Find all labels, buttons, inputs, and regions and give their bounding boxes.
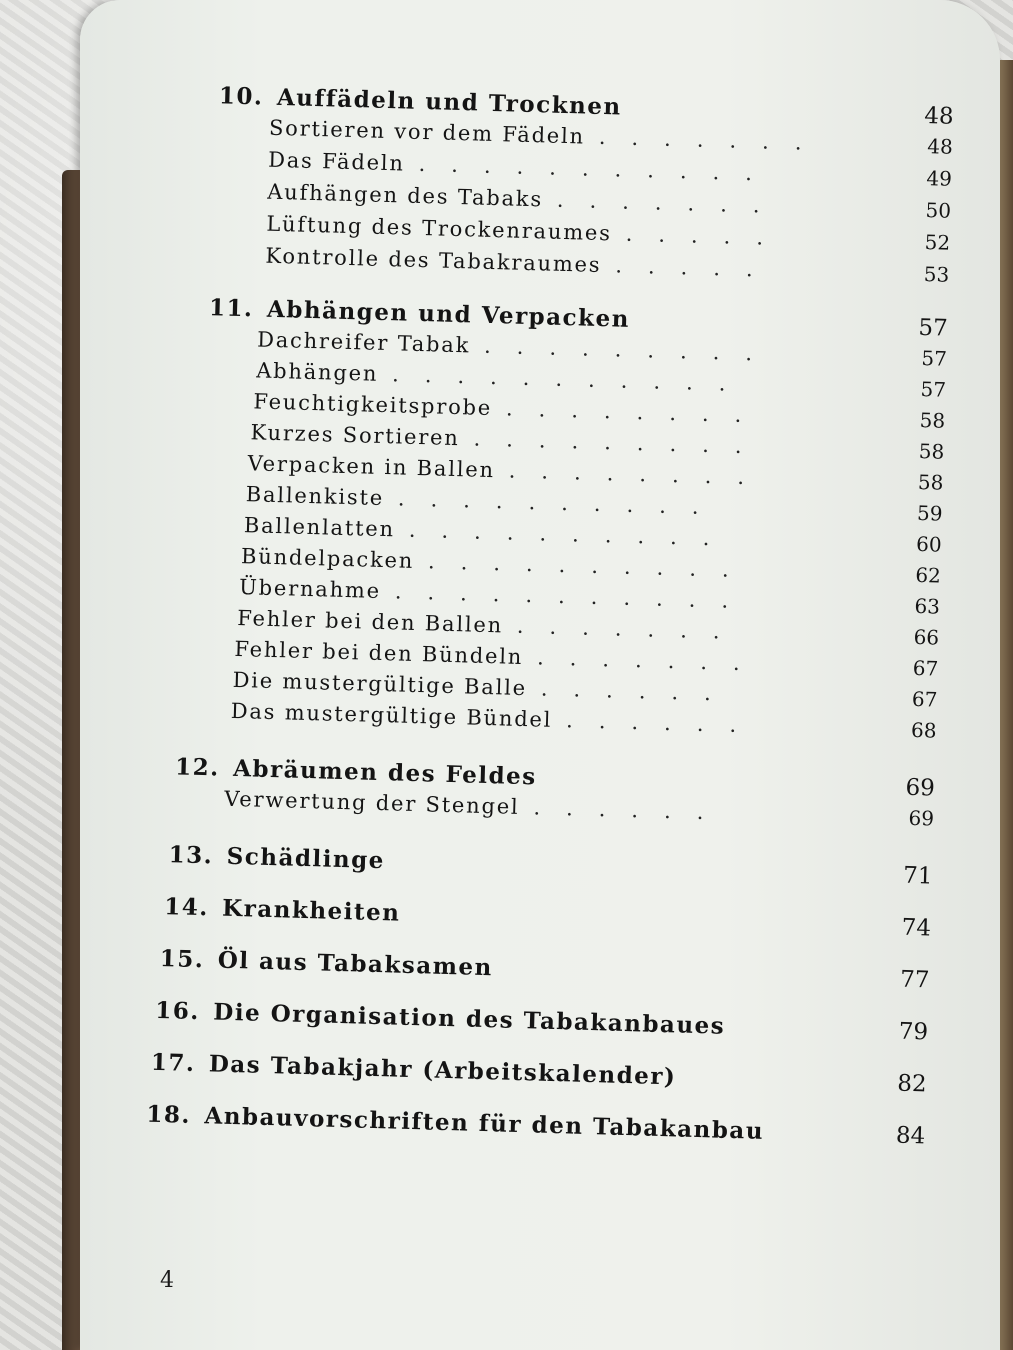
- leader-dots: ........: [508, 458, 771, 490]
- toc-page-number: 66: [913, 624, 940, 650]
- toc-page-number: 53: [923, 262, 950, 287]
- toc-page-number: 67: [911, 686, 938, 712]
- toc-page-number: 84: [895, 1122, 926, 1150]
- toc-chapter-14: [164, 893, 932, 944]
- toc-title: Öl aus Tabaksamen: [217, 946, 494, 982]
- toc-number: 11.: [208, 294, 254, 323]
- leader-dots: [725, 1034, 892, 1039]
- toc-title: Die Organisation des Tabakanbaues: [212, 998, 726, 1040]
- toc-page-number: 79: [898, 1018, 929, 1046]
- toc-number: 12.: [174, 753, 221, 782]
- toc-title: Krankheiten: [221, 894, 401, 927]
- toc-title: Das Fädeln: [267, 147, 406, 176]
- toc-chapter-15: [159, 945, 930, 996]
- toc-page-number: 50: [925, 198, 952, 223]
- leader-dots: ........: [505, 396, 768, 428]
- toc-page-number: 69: [905, 774, 936, 802]
- toc-title: Die mustergültige Balle: [232, 667, 528, 701]
- toc-chapter-17: [150, 1049, 927, 1101]
- toc-number: 17.: [150, 1048, 196, 1077]
- toc-page-number: 63: [914, 593, 941, 619]
- leader-dots: .......: [598, 124, 828, 156]
- toc-page-number: 59: [916, 500, 943, 526]
- toc-title: Verpacken in Ballen: [247, 451, 496, 483]
- toc-page-number: 52: [924, 230, 951, 255]
- toc-number: 16.: [155, 996, 201, 1026]
- leader-dots: [536, 784, 898, 794]
- toc-number: 10.: [218, 82, 264, 111]
- toc-title: Bündelpacken: [240, 544, 415, 573]
- toc-page-number: 68: [910, 717, 937, 743]
- table-of-contents: [80, 0, 1000, 1350]
- toc-title: Anbauvorschriften für den Tabakanbau: [204, 1102, 765, 1145]
- leader-dots: ..........: [397, 486, 725, 520]
- leader-dots: [493, 975, 894, 986]
- leader-dots: ...........: [418, 151, 779, 186]
- leader-dots: ......: [540, 676, 738, 706]
- toc-title: Schädlinge: [226, 842, 386, 875]
- toc-title: Auffädeln und Trocknen: [276, 83, 623, 121]
- leader-dots: [630, 327, 912, 335]
- leader-dots: [676, 1084, 890, 1090]
- toc-page-number: 48: [927, 134, 954, 159]
- toc-title: Fehler bei den Bündeln: [234, 636, 524, 669]
- toc-title: Ballenkiste: [245, 482, 385, 511]
- toc-title: Kontrolle des Tabakraumes: [265, 243, 602, 278]
- leader-dots: .........: [483, 333, 779, 366]
- toc-title: Aufhängen des Tabaks: [266, 179, 544, 212]
- toc-page-number: 71: [902, 862, 933, 890]
- leader-dots: ...........: [394, 579, 755, 614]
- leader-dots: .........: [473, 426, 768, 459]
- toc-page-number: 69: [908, 805, 935, 831]
- leader-dots: ...........: [391, 362, 752, 397]
- page-number-footer: 4: [160, 1268, 174, 1293]
- toc-title: Sortieren vor dem Fädeln: [268, 115, 586, 149]
- toc-page-number: 82: [896, 1070, 927, 1098]
- leader-dots: .......: [556, 187, 786, 219]
- toc-title: Abhängen und Verpacken: [266, 295, 631, 333]
- leader-dots: ..........: [427, 549, 756, 583]
- leader-dots: ......: [565, 708, 763, 738]
- toc-page-number: 57: [921, 346, 948, 371]
- leader-dots: [621, 115, 917, 123]
- toc-page-number: 48: [924, 102, 955, 130]
- toc-title: Das Tabakjahr (Arbeitskalender): [208, 1050, 677, 1091]
- toc-chapter-16: [155, 997, 929, 1049]
- leader-dots: .....: [625, 221, 790, 251]
- toc-title: Dachreifer Tabak: [256, 327, 471, 358]
- toc-page-number: 62: [915, 562, 942, 588]
- toc-chapter-18: [146, 1101, 926, 1153]
- toc-page-number: 57: [920, 376, 947, 402]
- toc-page-number: 74: [901, 914, 932, 942]
- leader-dots: ......: [533, 795, 730, 825]
- leader-dots: [764, 1139, 889, 1142]
- toc-page-number: 57: [918, 314, 949, 342]
- toc-title: Übernahme: [238, 575, 382, 603]
- leader-dots: .......: [536, 645, 767, 676]
- toc-page-number: 67: [912, 655, 939, 681]
- toc-title: Abhängen: [255, 358, 379, 386]
- toc-title: Verwertung der Stengel: [223, 786, 520, 819]
- toc-title: Kurzes Sortieren: [250, 420, 461, 451]
- toc-number: 15.: [159, 944, 205, 974]
- toc-title: Abräumen des Feldes: [232, 754, 538, 791]
- toc-number: 18.: [146, 1100, 192, 1129]
- toc-page-number: 60: [915, 531, 943, 557]
- leader-dots: ..........: [408, 517, 736, 551]
- toc-number: 13.: [168, 841, 214, 870]
- toc-page-number: 58: [917, 469, 944, 495]
- leader-dots: [400, 921, 895, 935]
- toc-page-number: 49: [926, 166, 953, 191]
- leader-dots: .....: [615, 253, 780, 282]
- toc-title: Das mustergültige Bündel: [230, 698, 553, 732]
- toc-title: Feuchtigkeitsprobe: [253, 389, 493, 421]
- toc-title: Lüftung des Trockenraumes: [266, 211, 613, 246]
- toc-chapter-13: [168, 841, 933, 892]
- toc-page-number: 58: [919, 407, 946, 433]
- toc-page-number: 58: [918, 438, 945, 464]
- toc-title: Fehler bei den Ballen: [237, 606, 504, 638]
- leader-dots: [385, 868, 897, 882]
- toc-title: Ballenlatten: [243, 513, 396, 542]
- toc-number: 14.: [163, 893, 210, 922]
- book-page: [80, 0, 1000, 1350]
- leader-dots: .......: [516, 613, 746, 645]
- toc-page-number: 77: [899, 966, 930, 994]
